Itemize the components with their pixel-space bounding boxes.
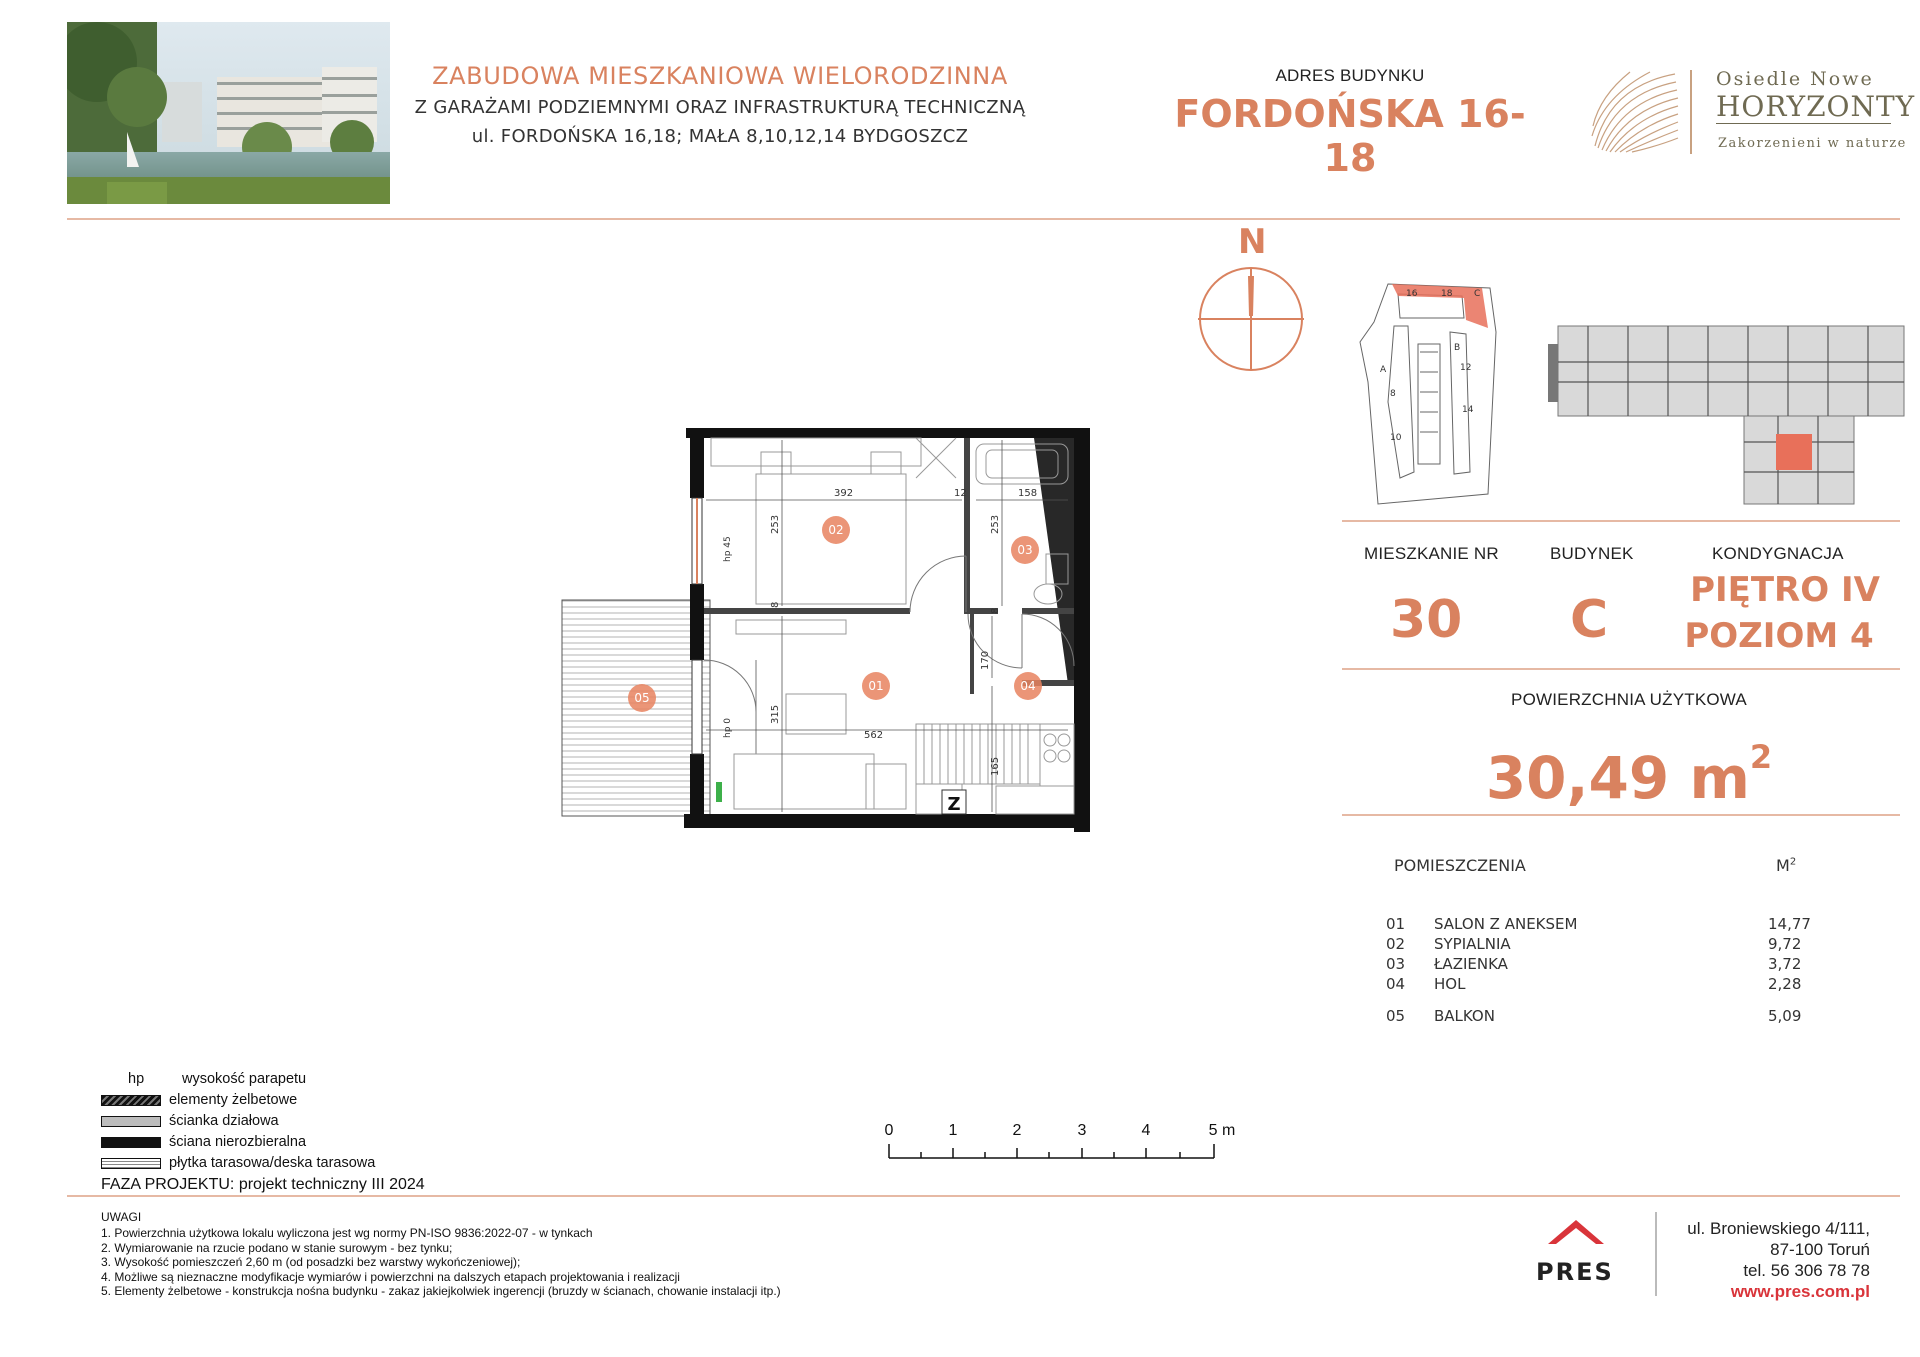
legend-label: płytka tarasowa/deska tarasowa	[169, 1155, 376, 1171]
legend-row	[101, 1155, 375, 1171]
table-row	[1386, 935, 1801, 953]
room-tag-05: 05	[634, 691, 650, 705]
project-title: ZABUDOWA MIESZKANIOWA WIELORODZINNA	[432, 62, 1008, 90]
room-name: BALKON	[1434, 1007, 1495, 1025]
project-phase-label: FAZA PROJEKTU:	[101, 1176, 235, 1193]
company-phone: tel. 56 306 78 78	[1743, 1261, 1870, 1280]
building-address: FORDOŃSKA 16-18	[1174, 92, 1526, 180]
table-row	[1386, 955, 1801, 973]
legend-label: elementy żelbetowe	[169, 1092, 298, 1108]
room-name: SYPIALNIA	[1434, 935, 1511, 953]
building-render-image	[67, 22, 390, 204]
scale-bar	[880, 1118, 1260, 1166]
room-area: 9,72	[1768, 935, 1802, 953]
room-area: 5,09	[1768, 1007, 1802, 1025]
compass-north-label: N	[1238, 222, 1267, 262]
room-tag-03: 03	[1017, 543, 1033, 557]
room-name: SALON Z ANEKSEM	[1434, 915, 1578, 933]
room-tag-01: 01	[868, 679, 884, 693]
room-tag-02: 02	[828, 523, 844, 537]
building-label: BUDYNEK	[1550, 544, 1634, 563]
usable-area-value	[1342, 738, 1916, 812]
apartment-number-label: MIESZKANIE NR	[1364, 544, 1499, 563]
dim-158: 158	[1018, 488, 1038, 499]
logo-underline	[1716, 123, 1891, 124]
dim-12: 12	[954, 488, 967, 499]
room-area: 14,77	[1768, 915, 1811, 933]
usable-area-number: 30,49 m	[1485, 744, 1750, 812]
company-street: ul. Broniewskiego 4/111,	[1687, 1219, 1870, 1238]
room-area: 3,72	[1768, 955, 1802, 973]
project-address: ul. FORDOŃSKA 16,18; MAŁA 8,10,12,14 BYDGOSZCZ	[471, 126, 969, 147]
site-label-a: A	[1380, 365, 1387, 375]
building-letter: C	[1570, 590, 1609, 650]
room-no: 02	[1386, 935, 1406, 953]
legend-swatch-partition	[101, 1116, 161, 1127]
company-website-link[interactable]: www.pres.com.pl	[1730, 1282, 1870, 1301]
site-label-10: 10	[1390, 433, 1402, 443]
apartment-floor-plan	[556, 424, 1096, 836]
legend-row	[101, 1134, 306, 1150]
dim-315: 315	[770, 704, 781, 724]
legend-swatch-reinforced	[101, 1095, 161, 1106]
scale-tick-2: 2	[1012, 1122, 1022, 1139]
info-rule-top	[1342, 520, 1900, 522]
company-city: 87-100 Toruń	[1770, 1240, 1870, 1259]
note-item: 4. Możliwe są nieznaczne modyfikacje wymiarów i powierzchni na dalszych etapach projektowania i realizacji	[101, 1269, 680, 1284]
legend-row	[101, 1092, 297, 1108]
logo-line2: HORYZONTY	[1716, 90, 1916, 123]
scale-tick-5: 5 m	[1208, 1122, 1236, 1139]
room-name: ŁAZIENKA	[1434, 955, 1508, 973]
scale-tick-0: 0	[884, 1122, 894, 1139]
usable-area-label: POWIERZCHNIA UŻYTKOWA	[1511, 690, 1747, 709]
note-item: 2. Wymiarowanie na rzucie podano w stanie surowym - bez tynku;	[101, 1240, 453, 1255]
room-tag-04: 04	[1020, 679, 1036, 693]
site-label-14: 14	[1462, 405, 1474, 415]
legend-swatch-nonremovable	[101, 1137, 161, 1148]
scale-tick-1: 1	[948, 1122, 958, 1139]
note-item: 1. Powierzchnia użytkowa lokalu wyliczona jest wg normy PN-ISO 9836:2022-07 - w tynkach	[101, 1226, 593, 1240]
rooms-header-unit-sup: 2	[1789, 856, 1797, 868]
company-divider	[1655, 1212, 1657, 1296]
table-row	[1386, 915, 1811, 933]
apartment-number: 30	[1390, 590, 1463, 650]
company-logo-text: PRES	[1536, 1258, 1614, 1286]
header-rule	[67, 218, 1900, 220]
logo-line1: Osiedle Nowe	[1716, 68, 1874, 90]
project-subtitle: Z GARAŻAMI PODZIEMNYMI ORAZ INFRASTRUKTURĄ TECHNICZNĄ	[414, 97, 1026, 118]
pres-roof-icon	[1546, 1218, 1606, 1252]
room-no: 05	[1386, 1007, 1406, 1025]
building-address-label: ADRES BUDYNKU	[1275, 66, 1425, 85]
dim-253a: 253	[770, 514, 781, 534]
scale-tick-3: 3	[1077, 1122, 1087, 1139]
legend-label: ścianka działowa	[169, 1113, 279, 1129]
room-name: HOL	[1434, 975, 1466, 993]
floor-key-plan	[1548, 322, 1914, 508]
logo-tagline: Zakorzenieni w naturze	[1718, 136, 1907, 151]
project-phase-value: projekt techniczny III 2024	[238, 1176, 425, 1193]
site-plan-map	[1358, 282, 1498, 506]
table-row	[1386, 1007, 1801, 1025]
notes-title: UWAGI	[101, 1210, 142, 1224]
room-no: 01	[1386, 915, 1406, 933]
site-label-18: 18	[1441, 289, 1453, 299]
logo-divider	[1690, 70, 1692, 154]
site-label-b: B	[1454, 343, 1461, 353]
scale-tick-4: 4	[1141, 1122, 1151, 1139]
legend-row	[101, 1113, 279, 1129]
table-row	[1386, 975, 1801, 993]
floor-line1: PIĘTRO IV	[1690, 570, 1880, 610]
dim-hp45: hp 45	[723, 536, 733, 562]
rooms-header-name: POMIESZCZENIA	[1394, 856, 1526, 875]
dim-562: 562	[864, 730, 884, 741]
rooms-header-unit	[1776, 856, 1796, 875]
note-item: 3. Wysokość pomieszczeń 2,60 m (od posadzki bez warstwy wykończeniowej);	[101, 1255, 521, 1269]
dim-8a: 8	[770, 601, 781, 608]
dim-hp0: hp 0	[723, 717, 733, 738]
dim-165: 165	[990, 756, 1001, 776]
floor-label: KONDYGNACJA	[1712, 544, 1844, 563]
company-address	[1660, 1218, 1870, 1302]
room-no: 03	[1386, 955, 1406, 973]
dim-392: 392	[834, 488, 854, 499]
legend-hp-desc: wysokość parapetu	[182, 1071, 307, 1087]
info-rule-middle	[1342, 668, 1900, 670]
legend-hp-key: hp	[128, 1071, 145, 1087]
note-item: 5. Elementy żelbetowe - konstrukcja nośna budynku - zakaz jakiejkolwiek ingerencji (bruzdy w ścianach, chowanie instalacji itp.)	[101, 1284, 781, 1298]
dim-253b: 253	[990, 514, 1001, 534]
site-label-8: 8	[1390, 389, 1396, 399]
legend-label: ściana nierozbieralna	[169, 1134, 307, 1150]
footer-rule	[67, 1195, 1900, 1197]
usable-area-sup: 2	[1749, 738, 1773, 776]
room-no: 04	[1386, 975, 1406, 993]
floor-line2: POZIOM 4	[1684, 616, 1874, 656]
site-label-16: 16	[1406, 289, 1418, 299]
project-phase	[101, 1176, 425, 1194]
legend-swatch-decking	[101, 1158, 161, 1169]
rooms-header-unit-text: M	[1776, 856, 1790, 875]
horyzonty-logo-mark	[1590, 66, 1680, 154]
compass-icon	[1196, 264, 1306, 374]
room-area: 2,28	[1768, 975, 1802, 993]
fridge-z-label: Z	[947, 794, 961, 815]
dim-170: 170	[980, 650, 991, 670]
site-label-c: C	[1474, 289, 1481, 299]
notes-list	[101, 1226, 1001, 1299]
info-rule-bottom	[1342, 814, 1900, 816]
site-label-12: 12	[1460, 363, 1472, 373]
dim-8b: 8	[990, 607, 1001, 614]
